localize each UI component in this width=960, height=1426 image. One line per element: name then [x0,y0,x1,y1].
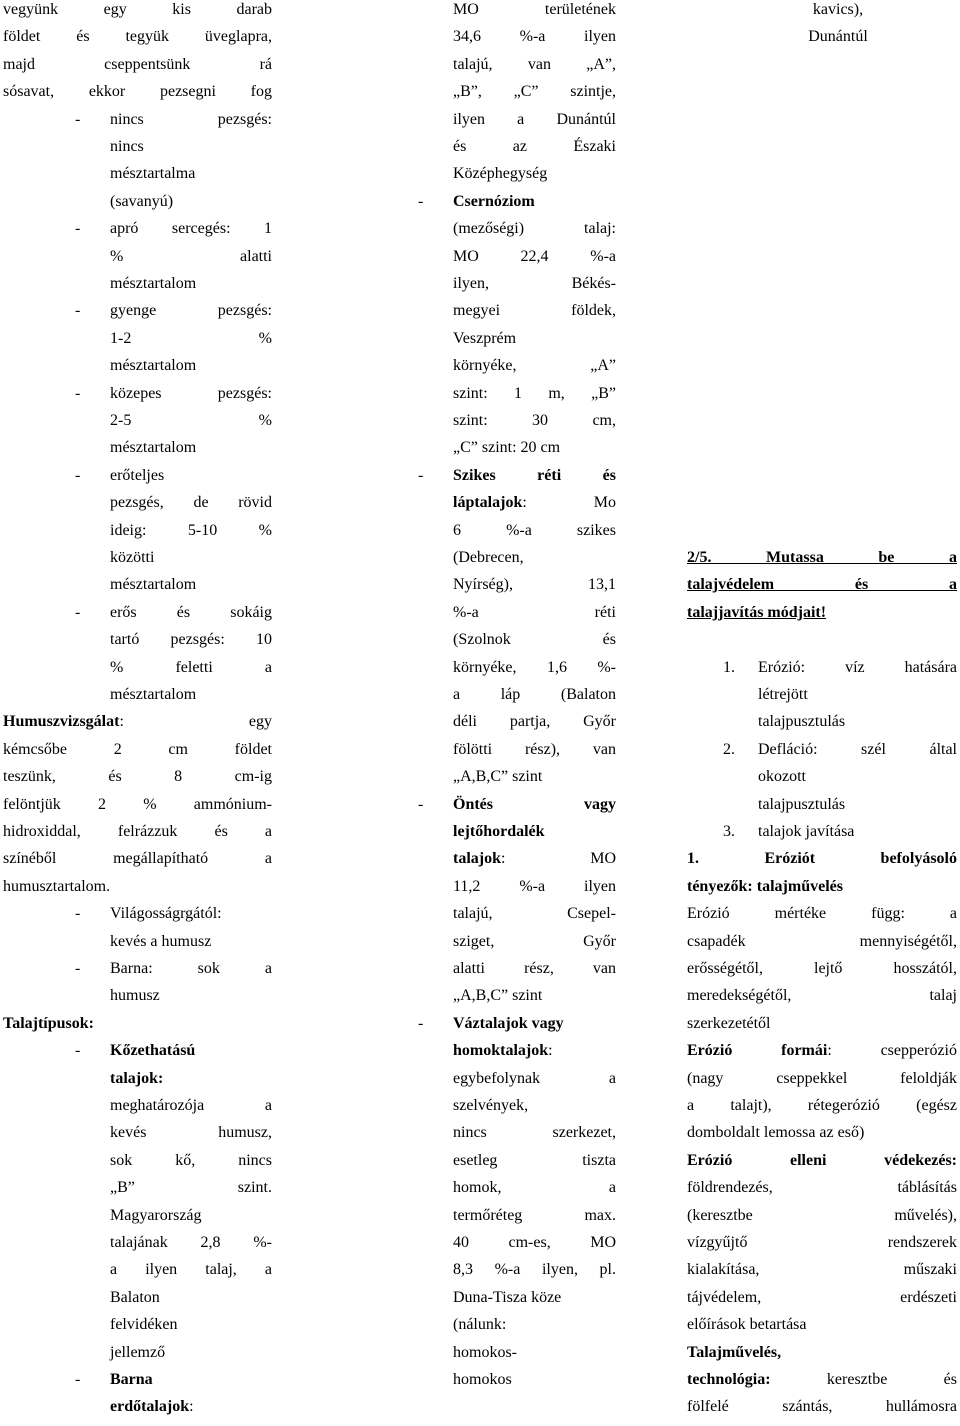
text-line: „B” szint. [110,1179,272,1197]
text-run: : csepperózió [827,1042,957,1060]
text-line: (nálunk: [453,1316,507,1334]
text-line: Barna: sok a [110,960,272,977]
list-dash: - [75,1371,81,1388]
text-line: nincs pezsgés: [110,110,272,128]
text-line: erőteljes [110,466,165,484]
text-line: jellemző [110,1343,166,1361]
text-line: talajok javítása [758,823,855,840]
heading-line: Öntés vagy [453,795,616,813]
text-line: és az Északi [453,138,616,155]
text-line: talajának 2,8 %- [110,1234,272,1251]
text-line: 6 %-a szikes [453,521,616,539]
text-run: : MO [501,850,616,868]
text-line: humusz [110,987,160,1005]
text-line: Középhegység [453,165,548,183]
text-line [453,850,616,877]
text-line: Nyírség), 13,1 [453,576,616,594]
text-line: kevés a humusz [110,932,212,950]
list-dash: - [75,110,81,128]
text-line: ideig: 5-10 % [110,521,272,539]
text-line: 2-5 % [110,412,272,429]
heading-line: Váztalajok vagy [453,1014,564,1032]
text-line: talajpusztulás [758,713,846,731]
text-line [453,494,616,521]
text-line: földet és tegyük üveglapra, [3,28,272,46]
text-line: % alatti [110,247,272,265]
text-run: : Mo [522,494,616,512]
text-line: felvidéken [110,1316,178,1334]
text-line: Veszprém [453,329,517,347]
text-line: 11,2 %-a ilyen [453,877,616,895]
text-run: : [548,1042,553,1060]
list-number: 2. [723,740,735,758]
text-line: homokos [453,1371,512,1388]
text-line: teszünk, és 8 cm-ig [3,768,272,786]
text-line: erősségétől, lejtő hosszától, [687,960,957,977]
text-line: 40 cm-es, MO [453,1234,616,1251]
text-line: mésztartalom [110,439,197,457]
text-line: humusztartalom. [3,877,111,895]
text-line: mésztartalma [110,165,196,183]
heading-line: Kőzethatású [110,1042,196,1060]
text-line: nincs szerkezet, [453,1124,616,1142]
text-line: erős és sokáig [110,603,272,621]
heading-line: Talajtípusok: [3,1014,94,1032]
text-line: fölfelé szántás, hullámosra [687,1398,957,1416]
text-line: tartó pezsgés: 10 [110,631,272,649]
text-line: (Szolnok és [453,631,616,649]
text-line: előírások betartása [687,1316,807,1334]
text-line: déli partja, Győr [453,713,616,731]
text-line: meredekségétől, talaj [687,987,957,1005]
text-line: (savanyú) [110,192,174,210]
text-line: Erózió mértéke függ: a [687,905,957,923]
text-line: nincs [110,138,144,155]
heading-line: tényezők: talajművelés [687,877,843,895]
text-run: láptalajok [453,494,523,512]
text-line [453,1042,616,1069]
text-line: a ilyen talaj, a [110,1261,272,1279]
list-dash: - [75,905,81,923]
heading-line: Szikes réti és [453,466,616,484]
text-line: gyenge pezsgés: [110,302,272,320]
text-line: „A,B,C” szint [453,768,543,786]
text-line: (keresztbe művelés), [687,1206,957,1224]
text-line: Duna-Tisza köze [453,1288,562,1306]
text-line: (Debrecen, [453,549,524,566]
text-line: létrejött [758,686,808,703]
text-run: : [189,1398,194,1416]
text-run: : egy [119,713,272,731]
text-line: mésztartalom [110,576,197,594]
text-run: Humuszvizsgálat [3,713,120,731]
text-line [110,1398,272,1425]
text-line: talajú, Csepel- [453,905,616,923]
list-dash: - [75,466,81,484]
list-dash: - [418,1014,424,1032]
list-number: 3. [723,823,735,840]
text-line: „C” szint: 20 cm [453,439,561,457]
text-line: majd cseppentsünk rá [3,55,272,73]
text-line: alatti rész, van [453,960,616,977]
text-run: Erózió formái [687,1042,828,1060]
text-run: homoktalajok [453,1042,549,1060]
text-line [687,1371,957,1398]
text-line: MO 22,4 %-a [453,247,616,265]
text-line: kémcsőbe 2 cm földet [3,740,272,758]
text-line: mésztartalom [110,357,197,375]
text-line: Balaton [110,1288,160,1306]
text-line: közepes pezsgés: [110,384,272,402]
list-number: 1. [723,658,735,676]
text-line: Világosságrgától: [110,905,222,923]
text-run: technológia: [687,1371,771,1388]
text-line: szint: 1 m, „B” [453,384,616,402]
text-line: környéke, „A” [453,357,616,375]
text-line: megyei földek, [453,302,616,320]
text-line: Defláció: szél által [758,740,957,758]
list-dash: - [418,192,424,210]
list-dash: - [418,795,424,813]
text-line: sok kő, nincs [110,1151,272,1169]
text-line: Magyarország [110,1206,202,1224]
text-line: szint: 30 cm, [453,412,616,429]
text-line: kevés humusz, [110,1124,272,1142]
heading-line: Csernóziom [453,192,535,210]
text-line: ilyen a Dunántúl [453,110,616,128]
text-line: %-a réti [453,603,616,621]
list-dash: - [75,384,81,402]
text-line: „B”, „C” szintje, [453,83,616,101]
heading-line: 2/5. Mutassa be a [687,549,957,566]
list-dash: - [75,220,81,238]
text-line: 8,3 %-a ilyen, pl. [453,1261,616,1279]
text-line: sósavat, ekkor pezsegni fog [3,83,272,101]
heading-line: talajvédelem és a [687,576,957,594]
text-line: homokos- [453,1343,517,1361]
heading-line: Erózió elleni védekezés: [687,1151,957,1169]
text-line: homok, a [453,1179,616,1197]
text-line: pezsgés, de rövid [110,494,272,512]
text-line: Erózió: víz hatására [758,658,957,676]
text-line: ilyen, Békés- [453,275,616,292]
text-line: hidroxiddal, felrázzuk és a [3,823,272,840]
heading-line: Talajművelés, [687,1343,782,1361]
text-line: % feletti a [110,658,272,676]
text-line: 1-2 % [110,329,272,347]
text-line: (nagy cseppekkel feloldják [687,1069,957,1087]
text-line: apró sercegés: 1 [110,220,272,238]
text-line: színéből megállapítható a [3,850,272,868]
text-line [3,713,272,740]
text-line: kavics), [812,1,864,18]
text-line: fölötti rész), van [453,740,616,758]
text-line: tájvédelem, erdészeti [687,1288,957,1306]
text-line: szelvények, [453,1097,529,1114]
text-line: közötti [110,549,155,566]
text-run: talajok [453,850,501,868]
text-line: MO területének [453,1,616,18]
text-line: vízgyűjtő rendszerek [687,1234,957,1251]
text-line: meghatározója a [110,1097,272,1114]
list-dash: - [75,960,81,977]
text-run: keresztbe és [770,1371,957,1388]
list-dash: - [75,302,81,320]
heading-line: talajok: [110,1069,164,1087]
text-line: 34,6 %-a ilyen [453,28,616,46]
text-line: vegyünk egy kis darab [3,1,272,18]
text-line: talajú, van „A”, [453,55,616,73]
text-line: mésztartalom [110,686,197,703]
text-line: okozott [758,768,806,786]
text-line: egybefolynak a [453,1069,616,1087]
text-line: Dunántúl [808,28,868,46]
text-line: sziget, Győr [453,932,616,950]
text-line: talajpusztulás [758,795,846,813]
text-line: környéke, 1,6 %- [453,658,616,676]
text-line: a láp (Balaton [453,686,616,703]
list-dash: - [75,603,81,621]
text-line: csapadék mennyiségétől, [687,932,957,950]
text-line: esetleg tiszta [453,1151,616,1169]
text-line: (mezőségi) talaj: [453,220,616,238]
text-line: szerkezetétől [687,1014,771,1032]
heading-line: talajjavítás módjait! [687,603,827,621]
text-run: erdőtalajok [110,1398,190,1416]
heading-line: 1. Eróziót befolyásoló [687,850,957,868]
text-line: „A,B,C” szint [453,987,543,1005]
text-line [687,1042,957,1069]
heading-line: Barna [110,1371,153,1388]
text-line: termőréteg max. [453,1206,616,1224]
text-line: földrendezés, táblásítás [687,1179,957,1197]
text-line: domboldalt lemossa az eső) [687,1124,865,1142]
text-line: kialakítása, műszaki [687,1261,957,1279]
list-dash: - [418,466,424,484]
text-line: felöntjük 2 % ammónium- [3,795,272,813]
list-dash: - [75,1042,81,1060]
text-line: a talajt), rétegerózió (egész [687,1097,957,1114]
heading-line: lejtőhordalék [453,823,545,840]
text-line: mésztartalom [110,275,197,292]
